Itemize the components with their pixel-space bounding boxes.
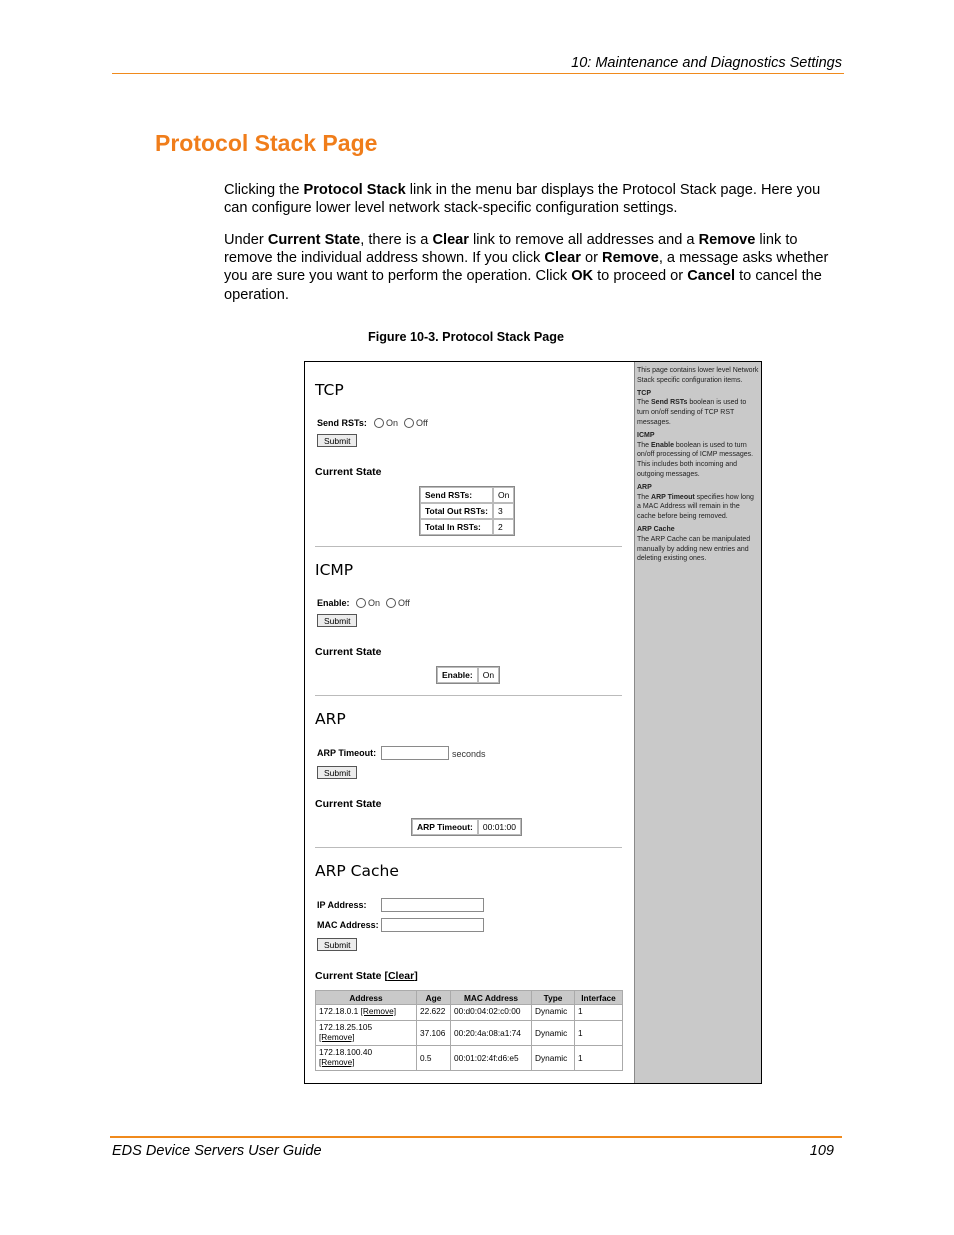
protocol-stack-screenshot — [304, 361, 762, 1084]
table-row: Send RSTs: On — [420, 487, 514, 503]
tcp-current-state-label: Current State — [315, 466, 382, 478]
tcp-heading: TCP — [315, 381, 344, 399]
send-rsts-label: Send RSTs: — [317, 418, 367, 428]
table-header-row: Address Age MAC Address Type Interface — [316, 991, 623, 1005]
arp-cache-submit-button[interactable]: Submit — [317, 938, 357, 951]
arp-heading: ARP — [315, 710, 346, 728]
table-row: 172.18.100.40 [Remove] 0.5 00:01:02:4f:d6:e5 Dynamic 1 — [316, 1046, 623, 1071]
icmp-submit-button[interactable]: Submit — [317, 614, 357, 627]
help-arp-text: The ARP Timeout specifies how long a MAC Address will remain in the cache before being removed. — [637, 493, 754, 521]
help-icmp-text: The Enable boolean is used to turn on/off processing of ICMP messages. This includes both incoming and outgoing messages. — [637, 441, 754, 478]
table-row: Total Out RSTs: 3 — [420, 503, 514, 519]
footer-rule — [110, 1136, 842, 1138]
arp-submit-button[interactable]: Submit — [317, 766, 357, 779]
help-panel — [634, 362, 761, 1083]
arp-timeout-input[interactable] — [381, 746, 449, 760]
send-rsts-off-radio[interactable] — [404, 418, 414, 428]
table-row: 172.18.0.1 [Remove] 22.622 00:d0:04:02:c0:00 Dynamic 1 — [316, 1005, 623, 1021]
tcp-submit-button[interactable]: Submit — [317, 434, 357, 447]
arp-timeout-label: ARP Timeout: — [317, 748, 377, 758]
arp-timeout-unit: seconds — [452, 749, 486, 759]
running-header: 10: Maintenance and Diagnostics Settings — [571, 55, 842, 71]
arp-current-state-label: Current State — [315, 798, 382, 810]
clear-link[interactable]: Clear — [387, 970, 415, 982]
help-tcp-heading: TCP — [637, 389, 651, 397]
help-arp-heading: ARP — [637, 483, 652, 491]
intro-paragraph: Clicking the Protocol Stack link in the menu bar displays the Protocol Stack page. Here you can configure lower level network stack-specific configuration settings. — [224, 182, 821, 217]
remove-link[interactable]: [Remove] — [319, 1032, 355, 1042]
table-row: Enable: On — [437, 667, 499, 683]
page-title: Protocol Stack Page — [155, 130, 378, 156]
icmp-enable-label: Enable: — [317, 598, 350, 608]
table-row: Total In RSTs: 2 — [420, 519, 514, 535]
icmp-current-state-label: Current State — [315, 646, 382, 658]
remove-link[interactable]: [Remove] — [319, 1057, 355, 1067]
table-row: ARP Timeout: 00:01:00 — [412, 819, 521, 835]
help-arp-cache-text: The ARP Cache can be manipulated manually by adding new entries and deleting existing ones. — [637, 535, 751, 563]
section-divider — [315, 695, 622, 696]
section-divider — [315, 546, 622, 547]
arp-cache-current-state: Current State [Clear] — [315, 970, 418, 982]
help-icmp-heading: ICMP — [637, 431, 655, 439]
figure-caption: Figure 10-3. Protocol Stack Page — [368, 330, 564, 344]
mac-address-input[interactable] — [381, 918, 484, 932]
ip-address-label: IP Address: — [317, 900, 367, 910]
tcp-state-table — [419, 486, 515, 536]
arp-cache-table — [315, 990, 623, 1071]
arp-cache-heading: ARP Cache — [315, 862, 399, 880]
current-state-paragraph: Under Current State, there is a Clear link to remove all addresses and a Remove link to remove the individual address shown. If you click Clear or Remove, a message asks whether you are sure you want to perform the operation. Click OK to proceed or Cancel to cancel the operation. — [224, 232, 829, 303]
icmp-heading: ICMP — [315, 561, 354, 579]
arp-state-table — [411, 818, 522, 836]
icmp-enable-options: On Off — [356, 598, 416, 608]
help-tcp-text: The Send RSTs boolean is used to turn on/off sending of TCP RST messages. — [637, 399, 747, 426]
page-number: 109 — [809, 1143, 834, 1159]
mac-address-label: MAC Address: — [317, 920, 379, 930]
footer-guide-title: EDS Device Servers User Guide — [112, 1143, 322, 1159]
icmp-off-radio[interactable] — [386, 598, 396, 608]
icmp-on-radio[interactable] — [356, 598, 366, 608]
send-rsts-options: On Off — [374, 418, 434, 428]
ip-address-input[interactable] — [381, 898, 484, 912]
table-row: 172.18.25.105 [Remove] 37.106 00:20:4a:08:a1:74 Dynamic 1 — [316, 1021, 623, 1046]
header-rule — [112, 73, 844, 74]
help-intro: This page contains lower level Network Stack specific configuration items. — [637, 367, 759, 384]
remove-link[interactable]: [Remove] — [360, 1006, 397, 1016]
section-divider — [315, 847, 622, 848]
icmp-state-table — [436, 666, 500, 684]
help-arp-cache-heading: ARP Cache — [637, 525, 675, 533]
send-rsts-on-radio[interactable] — [374, 418, 384, 428]
